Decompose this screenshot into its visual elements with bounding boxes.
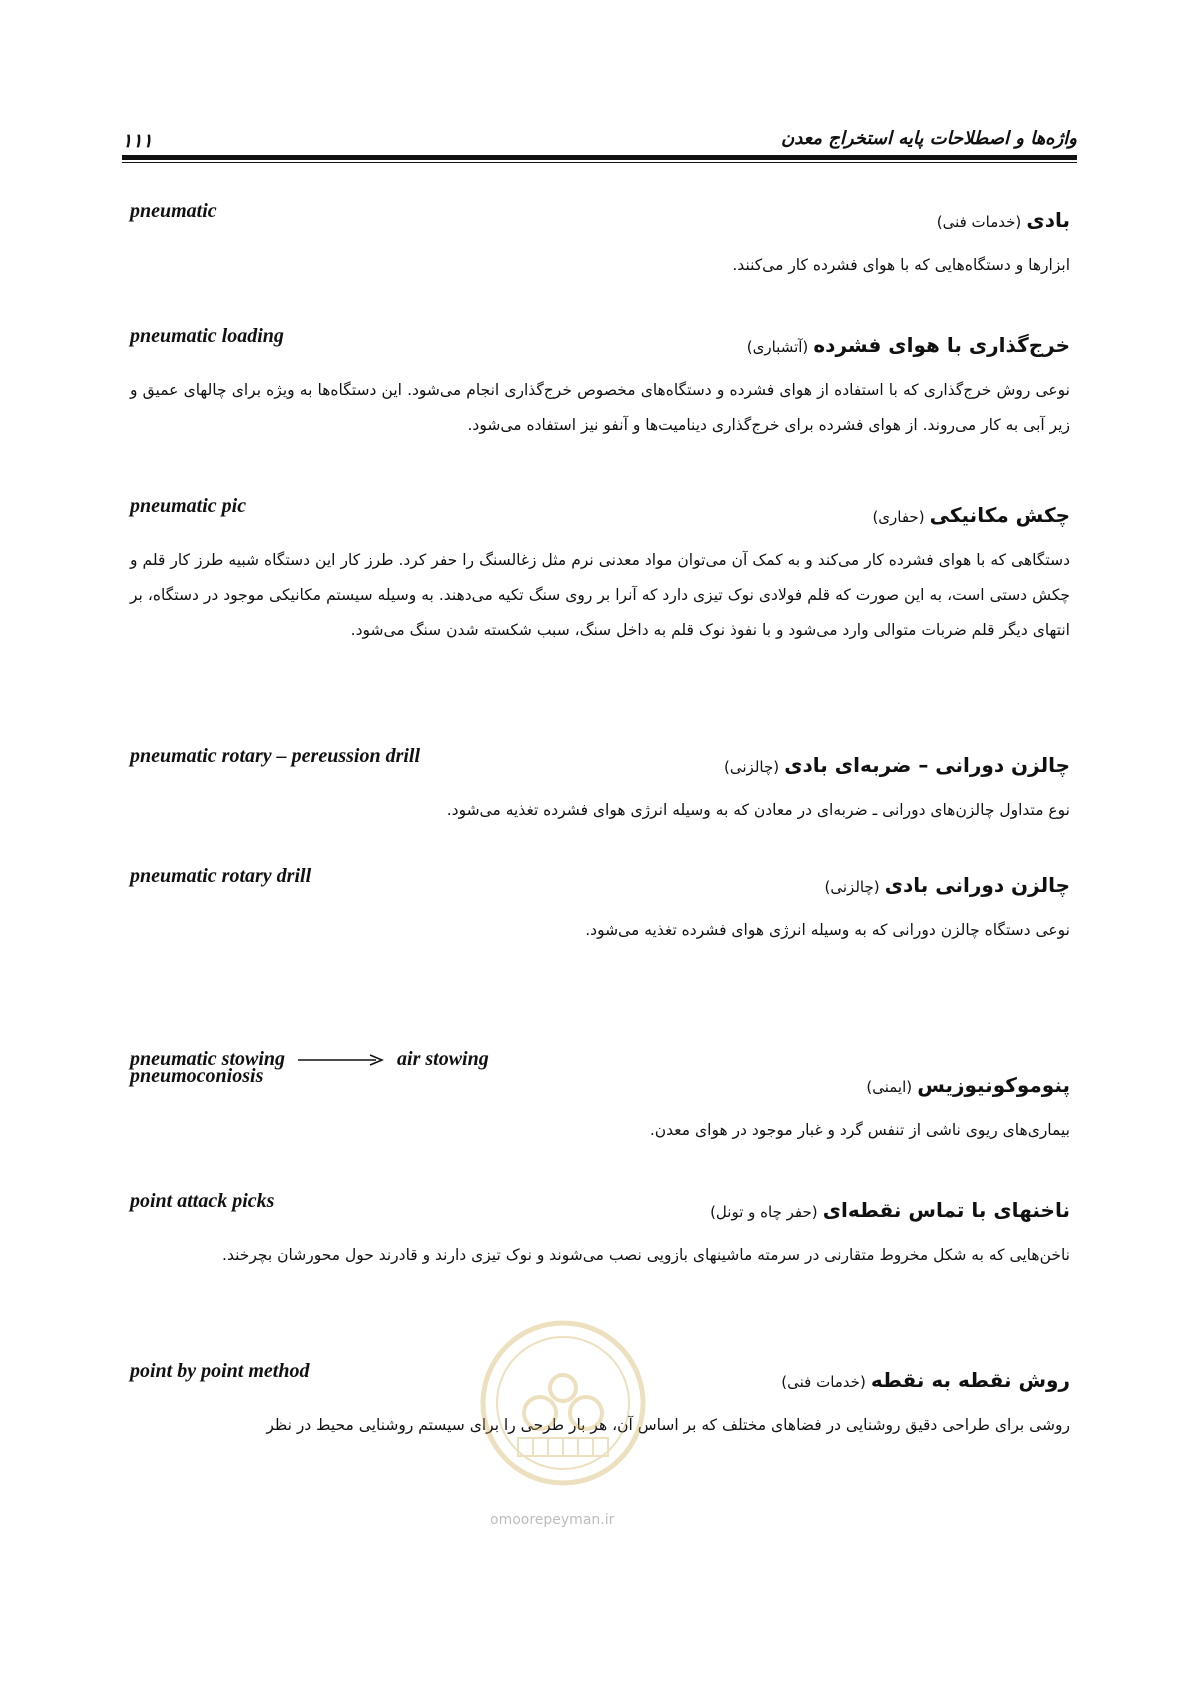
persian-term: چالزن دورانی بادی	[884, 873, 1070, 897]
persian-category: (خدمات فنی)	[781, 1373, 866, 1391]
persian-heading	[937, 208, 1070, 232]
persian-heading	[872, 503, 1070, 527]
english-term: pneumatic loading	[130, 325, 284, 347]
persian-term: بادی	[1026, 208, 1070, 232]
persian-term: چالزن دورانی – ضربه‌ای بادی	[784, 753, 1070, 777]
book-title: واژه‌ها و اصطلاحات پایه استخراج معدن	[781, 128, 1077, 149]
persian-definition: ناخن‌هایی که به شکل مخروط متقارنی در سرمته ماشینهای بازویی نصب می‌شوند و نوک تیزی دارند و قادرند حول محورشان بچرخند.	[222, 1246, 1070, 1264]
english-term: point attack picks	[130, 1190, 275, 1212]
header-rule-thin	[122, 162, 1077, 163]
persian-category: (خدمات فنی)	[936, 213, 1022, 231]
persian-heading	[825, 873, 1070, 897]
persian-heading	[781, 1368, 1070, 1392]
persian-term: پنوموکونیوزیس	[917, 1073, 1070, 1097]
persian-term: خرج‌گذاری با هوای فشرده	[813, 333, 1070, 357]
persian-term: ناخنهای با تماس نقطه‌ای	[822, 1198, 1070, 1222]
persian-definition: ابزارها و دستگاه‌هایی که با هوای فشرده کار می‌کنند.	[732, 256, 1070, 274]
persian-category: (حفاری)	[872, 508, 925, 526]
page-number: ۱۱۱	[122, 130, 153, 152]
header-rule-thick	[122, 155, 1077, 160]
persian-category: (چالزنی)	[724, 758, 780, 776]
english-term: pneumatic	[130, 200, 217, 222]
persian-category: (حفر چاه و تونل)	[710, 1203, 818, 1221]
persian-definition: نوع متداول چالزن‌های دورانی ـ ضربه‌ای در معادن که به وسیله انرژی هوای فشرده تغذیه می‌شود.	[446, 801, 1070, 819]
persian-term: چکش مکانیکی	[929, 503, 1070, 527]
arrow-right-icon	[298, 1049, 384, 1072]
cross-reference-to: air stowing	[397, 1048, 489, 1070]
persian-definition: روشی برای طراحی دقیق روشنایی در فضاهای مختلف که بر اساس آن، هر بار طرحی را برای سیستم روشنایی محیط در نظر	[266, 1416, 1070, 1434]
english-term: pneumatic rotary drill	[130, 865, 312, 887]
persian-heading	[747, 333, 1070, 357]
persian-heading	[724, 753, 1070, 777]
persian-category: (ایمنی)	[866, 1078, 913, 1096]
english-term: point by point method	[130, 1360, 310, 1382]
cross-reference-from: pneumatic stowing	[130, 1048, 286, 1070]
persian-heading	[866, 1073, 1070, 1097]
persian-definition: بیماری‌های ریوی ناشی از تنفس گرد و غبار موجود در هوای معدن.	[649, 1121, 1070, 1139]
persian-heading	[710, 1198, 1070, 1222]
persian-definition: نوعی روش خرج‌گذاری که با استفاده از هوای فشرده و دستگاه‌های مخصوص خرج‌گذاری انجام می‌شود. این دستگاه‌ها به ویژه برای چالهای عمیق و زیر آبی به کار می‌روند. از هوای فشرده برای خرج‌گذاری دینامیت‌ها و آنفو نیز استفاده می‌شود.	[130, 381, 1070, 434]
english-term: pneumatic pic	[130, 495, 247, 517]
persian-term: روش نقطه به نقطه	[870, 1368, 1070, 1392]
persian-category: (آتشباری)	[746, 338, 809, 356]
watermark-url: omoorepeyman.ir	[490, 1512, 615, 1528]
page-header	[122, 118, 1077, 164]
persian-definition: دستگاهی که با هوای فشرده کار می‌کند و به کمک آن می‌توان مواد معدنی نرم مثل زغالسنگ را حفر کرد. طرز کار این دستگاه شبیه طرز کار قلم و چکش دستی است، به این صورت که قلم فولادی نوک تیزی دارد که آنرا بر روی سنگ تکیه می‌دهند. به وسیله سیستم مکانیکی موجود در دستگاه، بر انتهای دیگر قلم ضربات متوالی وارد می‌شود و با نفوذ نوک قلم به داخل سنگ، سبب شکسته شدن سنگ می‌شود.	[130, 551, 1070, 639]
watermark-seal	[478, 1318, 648, 1488]
persian-category: (چالزنی)	[824, 878, 880, 896]
english-term: pneumatic rotary – pereussion drill	[130, 745, 421, 767]
persian-definition: نوعی دستگاه چالزن دورانی که به وسیله انرژی هوای فشرده تغذیه می‌شود.	[585, 921, 1070, 939]
english-term: pneumoconiosis	[130, 1065, 264, 1087]
